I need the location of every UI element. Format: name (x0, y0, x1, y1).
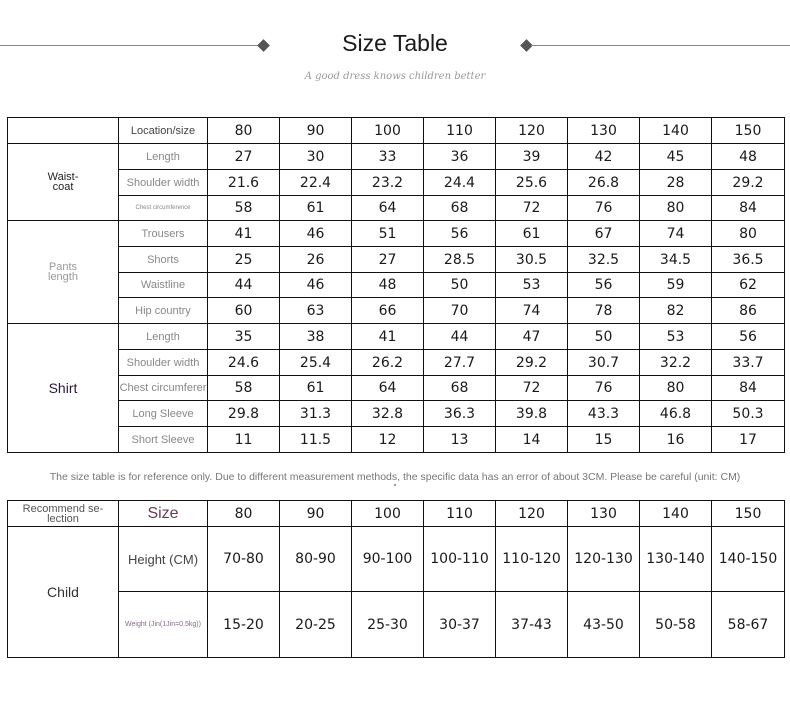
value-cell: 32.8 (352, 401, 424, 427)
value-cell: 48 (352, 273, 424, 298)
value-cell: 82 (640, 298, 712, 324)
value-cell: 80 (712, 221, 785, 247)
value-cell: 68 (424, 376, 496, 401)
rec-size-header-150: 150 (712, 501, 785, 527)
range-cell: 50-58 (640, 592, 712, 658)
group-child: Child (8, 527, 119, 658)
size-header-80: 80 (208, 118, 280, 144)
value-cell: 74 (640, 221, 712, 247)
value-cell: 15 (568, 427, 640, 453)
value-cell: 22.4 (280, 170, 352, 196)
rec-size-header-100: 100 (352, 501, 424, 527)
value-cell: 46.8 (640, 401, 712, 427)
value-cell: 16 (640, 427, 712, 453)
row-label: Short Sleeve (119, 427, 208, 453)
value-cell: 36.3 (424, 401, 496, 427)
value-cell: 34.5 (640, 247, 712, 273)
value-cell: 29.2 (712, 170, 785, 196)
row-label: Hip country (119, 298, 208, 324)
value-cell: 36.5 (712, 247, 785, 273)
value-cell: 30.5 (496, 247, 568, 273)
range-cell: 90-100 (352, 527, 424, 592)
value-cell: 41 (208, 221, 280, 247)
corner-cell (8, 118, 119, 144)
row-label: Shoulder width (119, 170, 208, 196)
group-pants-length: Pants length (8, 221, 119, 324)
size-header-100: 100 (352, 118, 424, 144)
value-cell: 68 (424, 196, 496, 221)
range-cell: 37-43 (496, 592, 568, 658)
value-cell: 39.8 (496, 401, 568, 427)
value-cell: 70 (424, 298, 496, 324)
value-cell: 38 (280, 324, 352, 350)
table-row (8, 273, 785, 298)
table-row (8, 298, 785, 324)
table-row (8, 401, 785, 427)
rec-size-header-120: 120 (496, 501, 568, 527)
table-row (8, 196, 785, 221)
range-cell: 58-67 (712, 592, 785, 658)
recommend-selection-label: Recommend se- lection (8, 501, 119, 527)
value-cell: 80 (640, 376, 712, 401)
value-cell: 66 (352, 298, 424, 324)
size-header-130: 130 (568, 118, 640, 144)
value-cell: 30.7 (568, 350, 640, 376)
rec-size-header-90: 90 (280, 501, 352, 527)
size-header-150: 150 (712, 118, 785, 144)
range-cell: 100-110 (424, 527, 496, 592)
value-cell: 56 (568, 273, 640, 298)
value-cell: 58 (208, 196, 280, 221)
table-row (8, 221, 785, 247)
value-cell: 59 (640, 273, 712, 298)
value-cell: 56 (712, 324, 785, 350)
value-cell: 36 (424, 144, 496, 170)
group-shirt: Shirt (8, 324, 119, 453)
value-cell: 32.2 (640, 350, 712, 376)
value-cell: 67 (568, 221, 640, 247)
size-header-120: 120 (496, 118, 568, 144)
value-cell: 61 (280, 376, 352, 401)
value-cell: 28.5 (424, 247, 496, 273)
table-row (8, 144, 785, 170)
value-cell: 50 (568, 324, 640, 350)
row-label: Length (119, 144, 208, 170)
size-label: Size (119, 501, 208, 527)
value-cell: 48 (712, 144, 785, 170)
size-header-140: 140 (640, 118, 712, 144)
value-cell: 31.3 (280, 401, 352, 427)
size-table (7, 117, 785, 453)
rec-size-header-140: 140 (640, 501, 712, 527)
value-cell: 45 (640, 144, 712, 170)
table-row (8, 324, 785, 350)
value-cell: 26.2 (352, 350, 424, 376)
range-cell: 80-90 (280, 527, 352, 592)
range-cell: 70-80 (208, 527, 280, 592)
table-row (8, 170, 785, 196)
page-title: Size Table (342, 30, 448, 56)
row-label: Chest circumferer (119, 376, 208, 401)
row-label: Long Sleeve (119, 401, 208, 427)
rec-size-header-110: 110 (424, 501, 496, 527)
value-cell: 84 (712, 196, 785, 221)
range-cell: 30-37 (424, 592, 496, 658)
size-header-90: 90 (280, 118, 352, 144)
diamond-icon-left (257, 39, 270, 52)
table-row (8, 527, 785, 592)
range-cell: 25-30 (352, 592, 424, 658)
value-cell: 86 (712, 298, 785, 324)
value-cell: 76 (568, 196, 640, 221)
value-cell: 53 (496, 273, 568, 298)
value-cell: 46 (280, 221, 352, 247)
value-cell: 44 (208, 273, 280, 298)
row-label: Shorts (119, 247, 208, 273)
value-cell: 84 (712, 376, 785, 401)
value-cell: 33 (352, 144, 424, 170)
value-cell: 62 (712, 273, 785, 298)
value-cell: 25.4 (280, 350, 352, 376)
value-cell: 11 (208, 427, 280, 453)
table-row (8, 350, 785, 376)
row-label: Shoulder width (119, 350, 208, 376)
range-cell: 120-130 (568, 527, 640, 592)
row-label: Weight (Jin(1Jin=0.5kg)) (119, 592, 208, 658)
range-cell: 140-150 (712, 527, 785, 592)
value-cell: 50.3 (712, 401, 785, 427)
value-cell: 64 (352, 196, 424, 221)
row-label: Chest circumference (119, 196, 208, 221)
value-cell: 56 (424, 221, 496, 247)
value-cell: 14 (496, 427, 568, 453)
page-subtitle: A good dress knows children better (304, 71, 486, 82)
value-cell: 25 (208, 247, 280, 273)
value-cell: 78 (568, 298, 640, 324)
value-cell: 76 (568, 376, 640, 401)
note-dot (394, 484, 396, 486)
range-cell: 15-20 (208, 592, 280, 658)
size-header-110: 110 (424, 118, 496, 144)
row-label: Waistline (119, 273, 208, 298)
recommend-header-row (8, 501, 785, 527)
value-cell: 74 (496, 298, 568, 324)
value-cell: 39 (496, 144, 568, 170)
range-cell: 20-25 (280, 592, 352, 658)
value-cell: 27 (352, 247, 424, 273)
value-cell: 41 (352, 324, 424, 350)
value-cell: 12 (352, 427, 424, 453)
table-row (8, 427, 785, 453)
value-cell: 24.4 (424, 170, 496, 196)
value-cell: 44 (424, 324, 496, 350)
value-cell: 11.5 (280, 427, 352, 453)
value-cell: 29.2 (496, 350, 568, 376)
value-cell: 26.8 (568, 170, 640, 196)
value-cell: 51 (352, 221, 424, 247)
location-size-label: Location/size (119, 118, 208, 144)
header-line-left (0, 45, 258, 46)
header-line-right (531, 45, 790, 46)
value-cell: 32.5 (568, 247, 640, 273)
value-cell: 43.3 (568, 401, 640, 427)
value-cell: 64 (352, 376, 424, 401)
value-cell: 50 (424, 273, 496, 298)
group-waistcoat: Waist- coat (8, 144, 119, 221)
value-cell: 33.7 (712, 350, 785, 376)
value-cell: 25.6 (496, 170, 568, 196)
size-header-row (8, 118, 785, 144)
value-cell: 29.8 (208, 401, 280, 427)
value-cell: 42 (568, 144, 640, 170)
value-cell: 21.6 (208, 170, 280, 196)
value-cell: 13 (424, 427, 496, 453)
value-cell: 61 (280, 196, 352, 221)
table-row (8, 376, 785, 401)
value-cell: 17 (712, 427, 785, 453)
row-label: Trousers (119, 221, 208, 247)
value-cell: 63 (280, 298, 352, 324)
row-label: Length (119, 324, 208, 350)
table-row (8, 247, 785, 273)
value-cell: 24.6 (208, 350, 280, 376)
value-cell: 58 (208, 376, 280, 401)
value-cell: 72 (496, 376, 568, 401)
range-cell: 110-120 (496, 527, 568, 592)
value-cell: 26 (280, 247, 352, 273)
reference-note: The size table is for reference only. Due to different measurement methods, the specific data has an error of about 3CM. Please be careful (unit: CM) (49, 471, 741, 483)
value-cell: 27 (208, 144, 280, 170)
value-cell: 23.2 (352, 170, 424, 196)
recommend-table (7, 500, 785, 658)
value-cell: 72 (496, 196, 568, 221)
range-cell: 130-140 (640, 527, 712, 592)
row-label: Height (CM) (119, 527, 208, 592)
value-cell: 60 (208, 298, 280, 324)
value-cell: 35 (208, 324, 280, 350)
table-row (8, 592, 785, 658)
rec-size-header-130: 130 (568, 501, 640, 527)
value-cell: 30 (280, 144, 352, 170)
value-cell: 61 (496, 221, 568, 247)
value-cell: 28 (640, 170, 712, 196)
value-cell: 46 (280, 273, 352, 298)
value-cell: 47 (496, 324, 568, 350)
value-cell: 27.7 (424, 350, 496, 376)
value-cell: 53 (640, 324, 712, 350)
rec-size-header-80: 80 (208, 501, 280, 527)
value-cell: 80 (640, 196, 712, 221)
range-cell: 43-50 (568, 592, 640, 658)
